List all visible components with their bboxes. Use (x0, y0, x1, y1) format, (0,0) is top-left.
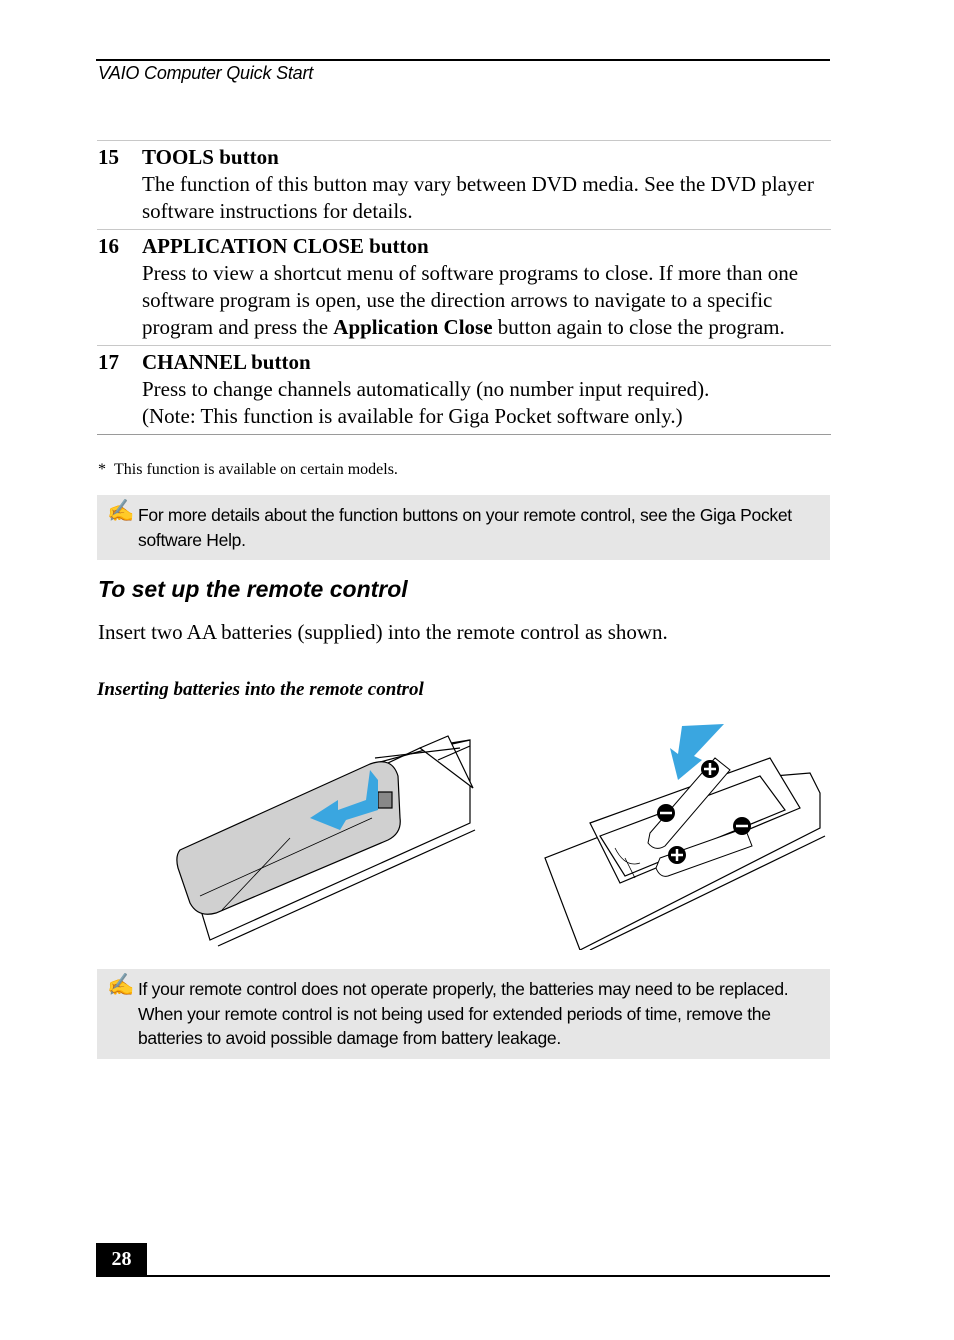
footnote-marker: * (98, 461, 106, 478)
item-number: 17 (98, 350, 119, 374)
item-description (142, 260, 831, 341)
remote-left-illustration (177, 736, 475, 946)
battery-insertion-illustration (170, 718, 830, 950)
item-title: APPLICATION CLOSE button (142, 234, 429, 258)
item-description-part: button again to close the program. (492, 315, 785, 339)
item-description-bold: Application Close (333, 315, 493, 339)
item-description: The function of this button may vary between DVD media. See the DVD player software instructions for details. (142, 172, 814, 223)
item-number: 15 (98, 145, 119, 169)
note-text: If your remote control does not operate properly, the batteries may need to be replaced. When your remote control is not being used for extended periods of time, remove the batteries to avoid possible damage from battery leakage. (138, 979, 789, 1048)
item-description-line: Press to change channels automatically (no number input required). (142, 377, 710, 401)
list-item (97, 345, 831, 435)
button-description-list (97, 140, 831, 435)
list-item (97, 140, 831, 229)
note-text: For more details about the function buttons on your remote control, see the Giga Pocket software Help. (138, 505, 792, 550)
note-box (97, 495, 830, 560)
item-title: CHANNEL button (142, 350, 311, 374)
list-item (97, 229, 831, 345)
section-heading: To set up the remote control (98, 576, 408, 602)
item-number: 16 (98, 234, 119, 258)
note-box (97, 969, 830, 1059)
item-description-part: Press to view a shortcut menu of software programs to close. If more than one software program is open, use the direction arrows to navigate to a specific program and press the (142, 261, 799, 339)
footnote-text: This function is available on certain models. (114, 461, 398, 478)
item-title: TOOLS button (142, 145, 279, 169)
figure-caption: Inserting batteries into the remote control (97, 679, 424, 700)
footnote (98, 461, 398, 479)
intro-paragraph: Insert two AA batteries (supplied) into the remote control as shown. (98, 620, 668, 644)
running-header: VAIO Computer Quick Start (98, 63, 314, 83)
pencil-note-icon: ✍ (107, 498, 135, 523)
footer-rule (96, 1275, 830, 1277)
item-description-line: (Note: This function is available for Giga Pocket software only.) (142, 404, 683, 428)
header-rule (96, 59, 830, 61)
page-number: 28 (96, 1243, 147, 1276)
pencil-note-icon: ✍ (107, 972, 135, 997)
